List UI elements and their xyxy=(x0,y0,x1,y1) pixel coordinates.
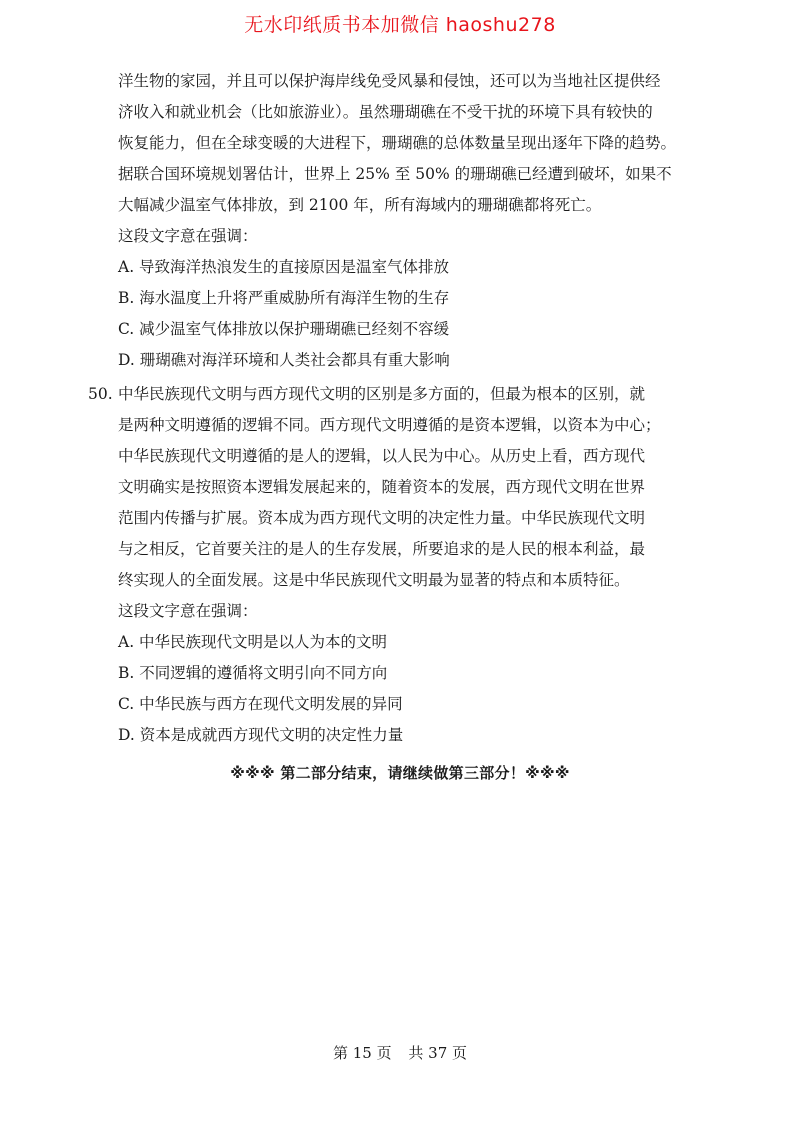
watermark-text: 无水印纸质书本加微信 haoshu278 xyxy=(244,14,556,36)
q49-option-d: D. 珊瑚礁对海洋环境和人类社会都具有重大影响 xyxy=(118,351,450,369)
page-number: 第 15 页 xyxy=(332,1044,392,1062)
q50-option-a: A. 中华民族现代文明是以人为本的文明 xyxy=(118,633,388,651)
q49-passage-line: 洋生物的家园，并且可以保护海岸线免受风暴和侵蚀，还可以为当地社区提供经 xyxy=(118,72,661,90)
q50-passage-line: 与之相反，它首要关注的是人的生存发展，所要追求的是人民的根本利益，最 xyxy=(118,540,646,558)
page-total: 共 37 页 xyxy=(408,1044,468,1062)
q49-prompt: 这段文字意在强调： xyxy=(118,227,258,245)
q49-passage-line: 大幅减少温室气体排放，到 2100 年，所有海域内的珊瑚礁都将死亡。 xyxy=(118,196,602,214)
q49-passage xyxy=(118,66,714,221)
q49-option-a: A. 导致海洋热浪发生的直接原因是温室气体排放 xyxy=(118,258,450,276)
q49-passage-line: 济收入和就业机会（比如旅游业）。虽然珊瑚礁在不受干扰的环境下具有较快的 xyxy=(118,103,653,121)
q50-passage-line: 中华民族现代文明与西方现代文明的区别是多方面的，但最为根本的区别，就 xyxy=(118,385,646,403)
q50-passage-line: 中华民族现代文明遵循的是人的逻辑，以人民为中心。从历史上看，西方现代 xyxy=(118,447,646,465)
q50-prompt: 这段文字意在强调： xyxy=(118,602,258,620)
q50-passage-line: 范围内传播与扩展。资本成为西方现代文明的决定性力量。中华民族现代文明 xyxy=(118,509,646,527)
q50-passage-line: 是两种文明遵循的逻辑不同。西方现代文明遵循的是资本逻辑，以资本为中心； xyxy=(118,416,661,434)
question-number: 50. xyxy=(88,385,113,403)
question-50 xyxy=(88,379,714,751)
q50-passage-line: 文明确实是按照资本逻辑发展起来的，随着资本的发展，西方现代文明在世界 xyxy=(118,478,646,496)
page-footer xyxy=(0,1042,800,1063)
q50-option-c: C. 中华民族与西方在现代文明发展的异同 xyxy=(118,695,403,713)
q49-passage-line: 据联合国环境规划署估计，世界上 25% 至 50% 的珊瑚礁已经遭到破坏，如果不 xyxy=(118,165,672,183)
q50-option-b: B. 不同逻辑的遵循将文明引向不同方向 xyxy=(118,664,388,682)
q49-passage-line: 恢复能力，但在全球变暖的大进程下，珊瑚礁的总体数量呈现出逐年下降的趋势。 xyxy=(118,134,677,152)
page-content xyxy=(88,63,714,751)
question-49 xyxy=(118,66,714,376)
q50-passage-line: 终实现人的全面发展。这是中华民族现代文明最为显著的特点和本质特征。 xyxy=(118,571,630,589)
q50-passage xyxy=(118,379,714,596)
q50-option-d: D. 资本是成就西方现代文明的决定性力量 xyxy=(118,726,404,744)
q49-option-b: B. 海水温度上升将严重威胁所有海洋生物的生存 xyxy=(118,289,450,307)
q49-option-c: C. 减少温室气体排放以保护珊瑚礁已经刻不容缓 xyxy=(118,320,450,338)
section-end-note: ※※※ 第二部分结束，请继续做第三部分！※※※ xyxy=(230,764,570,782)
